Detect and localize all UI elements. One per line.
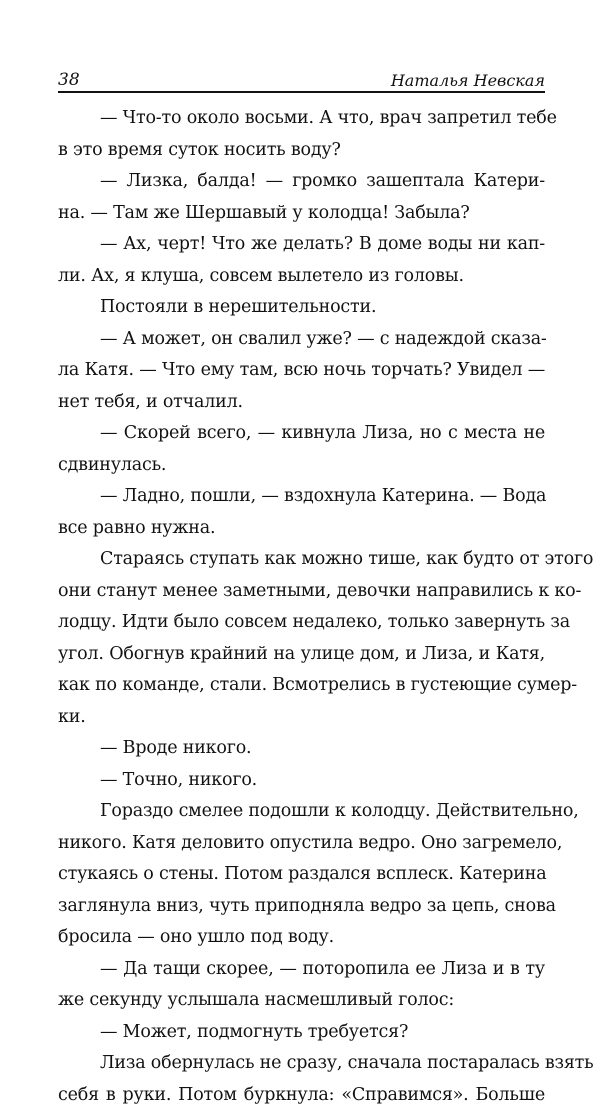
body-text bbox=[58, 103, 545, 1111]
text-line: — Вроде никого. bbox=[58, 733, 545, 765]
text-line: себя в руки. Потом буркнула: «Справимся». Больше bbox=[58, 1080, 545, 1111]
text-line: как по команде, стали. Всмотрелись в густеющие сумер- bbox=[58, 670, 545, 702]
text-line: же секунду услышала насмешливый голос: bbox=[58, 985, 545, 1017]
text-line: Лиза обернулась не сразу, сначала постаралась взять bbox=[58, 1048, 545, 1080]
text-line: — Да тащи скорее, — поторопила ее Лиза и в ту bbox=[58, 954, 545, 986]
text-line: — Что-то около восьми. А что, врач запретил тебе bbox=[58, 103, 545, 135]
text-line: бросила — оно ушло под воду. bbox=[58, 922, 545, 954]
author-name: Наталья Невская bbox=[391, 71, 545, 90]
text-line: — Точно, никого. bbox=[58, 765, 545, 797]
text-line: все равно нужна. bbox=[58, 513, 545, 545]
text-line: угол. Обогнув крайний на улице дом, и Лиза, и Катя, bbox=[58, 639, 545, 671]
text-line: заглянула вниз, чуть приподняла ведро за цепь, снова bbox=[58, 891, 545, 923]
text-line: — Ладно, пошли, — вздохнула Катерина. — Вода bbox=[58, 481, 545, 513]
book-page bbox=[58, 66, 545, 1111]
text-line: — Лизка, балда! — громко зашептала Катери- bbox=[58, 166, 545, 198]
text-line: стукаясь о стены. Потом раздался всплеск. Катерина bbox=[58, 859, 545, 891]
text-line: Постояли в нерешительности. bbox=[58, 292, 545, 324]
running-header bbox=[58, 66, 545, 93]
text-line: Стараясь ступать как можно тише, как будто от этого bbox=[58, 544, 545, 576]
text-line: — Ах, черт! Что же делать? В доме воды ни кап- bbox=[58, 229, 545, 261]
text-line: в это время суток носить воду? bbox=[58, 135, 545, 167]
text-line: сдвинулась. bbox=[58, 450, 545, 482]
text-line: — Может, подмогнуть требуется? bbox=[58, 1017, 545, 1049]
text-line: ла Катя. — Что ему там, всю ночь торчать? Увидел — bbox=[58, 355, 545, 387]
page-number: 38 bbox=[58, 70, 80, 90]
text-line: нет тебя, и отчалил. bbox=[58, 387, 545, 419]
text-line: на. — Там же Шершавый у колодца! Забыла? bbox=[58, 198, 545, 230]
text-line: они станут менее заметными, девочки направились к ко- bbox=[58, 576, 545, 608]
text-line: ки. bbox=[58, 702, 545, 734]
text-line: Гораздо смелее подошли к колодцу. Действительно, bbox=[58, 796, 545, 828]
text-line: — А может, он свалил уже? — с надеждой сказа- bbox=[58, 324, 545, 356]
text-line: лодцу. Идти было совсем недалеко, только завернуть за bbox=[58, 607, 545, 639]
text-line: — Скорей всего, — кивнула Лиза, но с места не bbox=[58, 418, 545, 450]
text-line: ли. Ах, я клуша, совсем вылетело из головы. bbox=[58, 261, 545, 293]
text-line: никого. Катя деловито опустила ведро. Оно загремело, bbox=[58, 828, 545, 860]
